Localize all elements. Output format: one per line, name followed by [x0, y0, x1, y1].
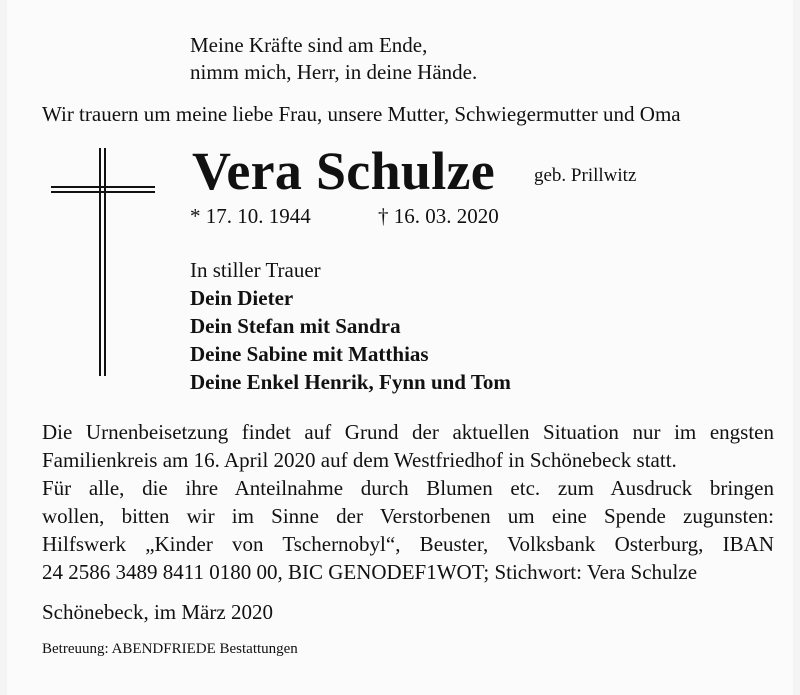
deceased-name: Vera Schulze [192, 141, 496, 201]
notice-line: wollen, bitten wir im Sinne der Verstorbenen um eine Spende zugunsten: [42, 504, 774, 528]
birth-date: * 17. 10. 1944 [190, 204, 311, 228]
birth-name: geb. Prillwitz [534, 165, 637, 186]
notice-line: 24 2586 3489 8411 0180 00, BIC GENODEF1WOT; Stichwort: Vera Schulze [42, 560, 698, 584]
intro-text: Wir trauern um meine liebe Frau, unsere Mutter, Schwiegermutter und Oma [42, 102, 681, 126]
verse-line-1: Meine Kräfte sind am Ende, [190, 33, 428, 57]
mourners-heading: In stiller Trauer [190, 258, 321, 282]
place-date: Schönebeck, im März 2020 [42, 600, 273, 624]
mourner-name: Deine Sabine mit Matthias [190, 342, 429, 366]
notice-line: Die Urnenbeisetzung findet auf Grund der aktuellen Situation nur im engsten [42, 420, 774, 444]
verse-line-2: nimm mich, Herr, in deine Hände. [190, 60, 478, 84]
notice-line: Familienkreis am 16. April 2020 auf dem Westfriedhof in Schönebeck statt. [42, 448, 677, 472]
notice-line: Für alle, die ihre Anteilnahme durch Blumen etc. zum Ausdruck bringen [42, 476, 774, 500]
cross-icon [51, 148, 155, 376]
mourner-name: Deine Enkel Henrik, Fynn und Tom [190, 370, 511, 394]
funeral-home-credit: Betreuung: ABENDFRIEDE Bestattungen [42, 641, 298, 657]
funeral-notice [42, 418, 774, 586]
obituary-notice [7, 0, 793, 695]
death-date: † 16. 03. 2020 [378, 204, 499, 228]
mourner-name: Dein Stefan mit Sandra [190, 314, 401, 338]
notice-line: Hilfswerk „Kinder von Tschernobyl“, Beuster, Volksbank Osterburg, IBAN [42, 532, 774, 556]
mourner-name: Dein Dieter [190, 286, 294, 310]
